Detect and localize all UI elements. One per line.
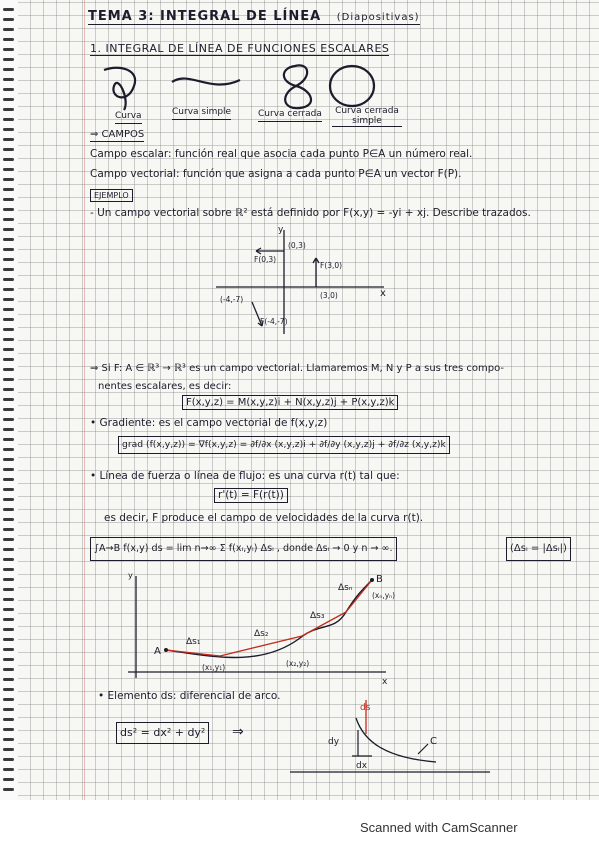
linea-fuerza-formula: r'(t) = F(r(t)) — [214, 488, 288, 503]
binding-hole — [3, 708, 14, 711]
chord-segment — [220, 636, 302, 656]
binding-hole — [3, 458, 14, 461]
binding-hole — [3, 618, 14, 621]
binding-hole — [3, 638, 14, 641]
binding-hole — [3, 328, 14, 331]
delta-s3: Δs₃ — [310, 611, 325, 621]
binding-hole — [3, 28, 14, 31]
vector-def-line-2: nentes escalares, es decir: — [98, 381, 232, 392]
label-b: B — [376, 574, 383, 585]
gradiente-text: • Gradiente: es el campo vectorial de f(x,y,z) — [90, 417, 328, 429]
ejemplo-text: - Un campo vectorial sobre ℝ² está definido por F(x,y) = -yi + xj. Describe trazados. — [90, 207, 531, 219]
binding-hole — [3, 48, 14, 51]
curve-label-2: Curva simple — [172, 106, 231, 120]
ejemplo-label: EJEMPLO — [90, 189, 133, 202]
binding-hole — [3, 238, 14, 241]
vector-field-plot — [216, 226, 416, 336]
vector-def-line-1: ⇒ Si F: A ∈ ℝ³ → ℝ³ es un campo vectorial. Llamaremos M, N y P a sus tres compo- — [90, 363, 505, 374]
binding-hole — [3, 368, 14, 371]
plot-label: F(3,0) — [320, 261, 343, 270]
page-title — [88, 10, 420, 25]
elemento-text: • Elemento ds: diferencial de arco. — [98, 690, 281, 702]
binding-hole — [3, 768, 14, 771]
binding-hole — [3, 558, 14, 561]
binding-hole — [3, 438, 14, 441]
binding-hole — [3, 248, 14, 251]
binding-hole — [3, 258, 14, 261]
binding-hole — [3, 548, 14, 551]
point-xnyn: (xₙ,yₙ) — [372, 591, 396, 600]
simple-curve-sketch — [172, 79, 240, 85]
binding-hole — [3, 278, 14, 281]
margin-line — [84, 0, 85, 800]
point-x2y2: (x₂,y₂) — [286, 659, 310, 668]
binding-hole — [3, 188, 14, 191]
binding-hole — [3, 398, 14, 401]
campo-escalar-text: Campo escalar: función real que asocia cada punto P∈A un número real. — [90, 148, 473, 160]
delta-s2: Δs₂ — [254, 629, 269, 639]
binding-hole — [3, 668, 14, 671]
binding-hole — [3, 338, 14, 341]
binding-hole — [3, 148, 14, 151]
point-a — [164, 648, 168, 652]
binding-hole — [3, 168, 14, 171]
dy-label: dy — [328, 737, 340, 747]
binding-hole — [3, 418, 14, 421]
plot-label: (-4,-7) — [220, 295, 244, 304]
binding-hole — [3, 128, 14, 131]
binding-hole — [3, 688, 14, 691]
binding-hole — [3, 38, 14, 41]
binding-hole — [3, 218, 14, 221]
differential-plot — [290, 698, 520, 778]
binding-hole — [3, 288, 14, 291]
binding-hole — [3, 388, 14, 391]
plot-label: F(0,3) — [254, 255, 277, 264]
axis-label-y: y — [278, 225, 284, 235]
curve-label-4: Curva cerrada simple — [332, 106, 402, 127]
binding-hole — [3, 508, 14, 511]
binding-hole — [3, 718, 14, 721]
binding-hole — [3, 578, 14, 581]
binding-hole — [3, 88, 14, 91]
binding-hole — [3, 78, 14, 81]
binding-hole — [3, 378, 14, 381]
binding-hole — [3, 358, 14, 361]
grad-formula: grad (f(x,y,z)) = ∇f(x,y,z) = ∂f/∂x (x,y,z)i + ∂f/∂y (x,y,z)j + ∂f/∂z (x,y,z)k — [118, 436, 450, 454]
binding-hole — [3, 448, 14, 451]
arc-length-plot — [120, 571, 410, 687]
binding-hole — [3, 748, 14, 751]
implies-arrow: ⇒ — [232, 724, 244, 740]
point-x1y1: (x₁,y₁) — [202, 663, 226, 672]
binding-hole — [3, 518, 14, 521]
binding-hole — [3, 608, 14, 611]
binding-hole — [3, 488, 14, 491]
binding-hole — [3, 538, 14, 541]
integral-formula: ∫A→B f(x,y) ds = lim n→∞ Σ f(xᵢ,yᵢ) Δsᵢ , donde Δsᵢ → 0 y n → ∞. — [90, 537, 397, 561]
scanner-watermark: Scanned with CamScanner — [360, 820, 518, 835]
binding-hole — [3, 298, 14, 301]
binding-hole — [3, 68, 14, 71]
binding-hole — [3, 158, 14, 161]
linea-fuerza-text: • Línea de fuerza o línea de flujo: es una curva r(t) tal que: — [90, 470, 400, 482]
campo-vectorial-text: Campo vectorial: función que asigna a cada punto P∈A un vector F(P). — [90, 168, 462, 180]
curve-sketch — [104, 68, 135, 110]
plot-label: (0,3) — [288, 241, 306, 250]
binding-hole — [3, 598, 14, 601]
binding-hole — [3, 18, 14, 21]
binding-hole — [3, 8, 14, 11]
ds-label: ds — [360, 703, 371, 713]
binding-hole — [3, 308, 14, 311]
binding-hole — [3, 628, 14, 631]
title-text: TEMA 3: INTEGRAL DE LÍNEA — [88, 9, 322, 24]
binding-hole — [3, 478, 14, 481]
point-b — [370, 578, 374, 582]
axis-label-x: x — [380, 288, 386, 299]
delta-sn: Δsₙ — [338, 583, 353, 593]
title-note: (Diapositivas) — [336, 12, 420, 23]
closed-curve-sketch — [284, 65, 311, 108]
c-label: C — [430, 736, 437, 747]
binding-hole — [3, 208, 14, 211]
delta-s1: Δs₁ — [186, 637, 201, 647]
dx-label: dx — [356, 761, 368, 771]
binding-hole — [3, 758, 14, 761]
binding-hole — [3, 468, 14, 471]
simple-closed-curve-sketch — [330, 66, 374, 106]
plot-label: (3,0) — [320, 291, 338, 300]
binding-hole — [3, 228, 14, 231]
binding-hole — [3, 648, 14, 651]
axis-label-y: y — [128, 571, 133, 580]
spiral-binding — [0, 0, 18, 800]
binding-hole — [3, 138, 14, 141]
binding-hole — [3, 198, 14, 201]
binding-hole — [3, 588, 14, 591]
binding-hole — [3, 498, 14, 501]
binding-hole — [3, 738, 14, 741]
binding-hole — [3, 108, 14, 111]
label-a: A — [154, 646, 161, 657]
integral-note: (Δsᵢ = |Δsᵢ|) — [506, 537, 571, 561]
vector-formula: F(x,y,z) = M(x,y,z)i + N(x,y,z)j + P(x,y,z)k — [182, 395, 398, 410]
section-heading: 1. INTEGRAL DE LÍNEA DE FUNCIONES ESCALARES — [90, 42, 390, 55]
chord-segment — [166, 650, 220, 656]
campos-heading: ⇒ CAMPOS — [90, 129, 145, 140]
binding-hole — [3, 348, 14, 351]
binding-hole — [3, 728, 14, 731]
binding-hole — [3, 178, 14, 181]
binding-hole — [3, 98, 14, 101]
ds-formula: ds² = dx² + dy² — [116, 722, 209, 744]
plot-label: F(-4,-7) — [260, 317, 288, 326]
binding-hole — [3, 788, 14, 791]
binding-hole — [3, 58, 14, 61]
binding-hole — [3, 658, 14, 661]
binding-hole — [3, 408, 14, 411]
binding-hole — [3, 778, 14, 781]
binding-hole — [3, 118, 14, 121]
binding-hole — [3, 528, 14, 531]
binding-hole — [3, 698, 14, 701]
binding-hole — [3, 268, 14, 271]
c-arrow — [418, 744, 428, 754]
binding-hole — [3, 678, 14, 681]
curve-label-1: Curva — [115, 110, 142, 124]
binding-hole — [3, 428, 14, 431]
curve-label-3: Curva cerrada — [258, 108, 322, 122]
binding-hole — [3, 318, 14, 321]
binding-hole — [3, 568, 14, 571]
es-decir-text: es decir, F produce el campo de velocidades de la curva r(t). — [104, 512, 424, 524]
axis-label-x: x — [382, 677, 388, 687]
